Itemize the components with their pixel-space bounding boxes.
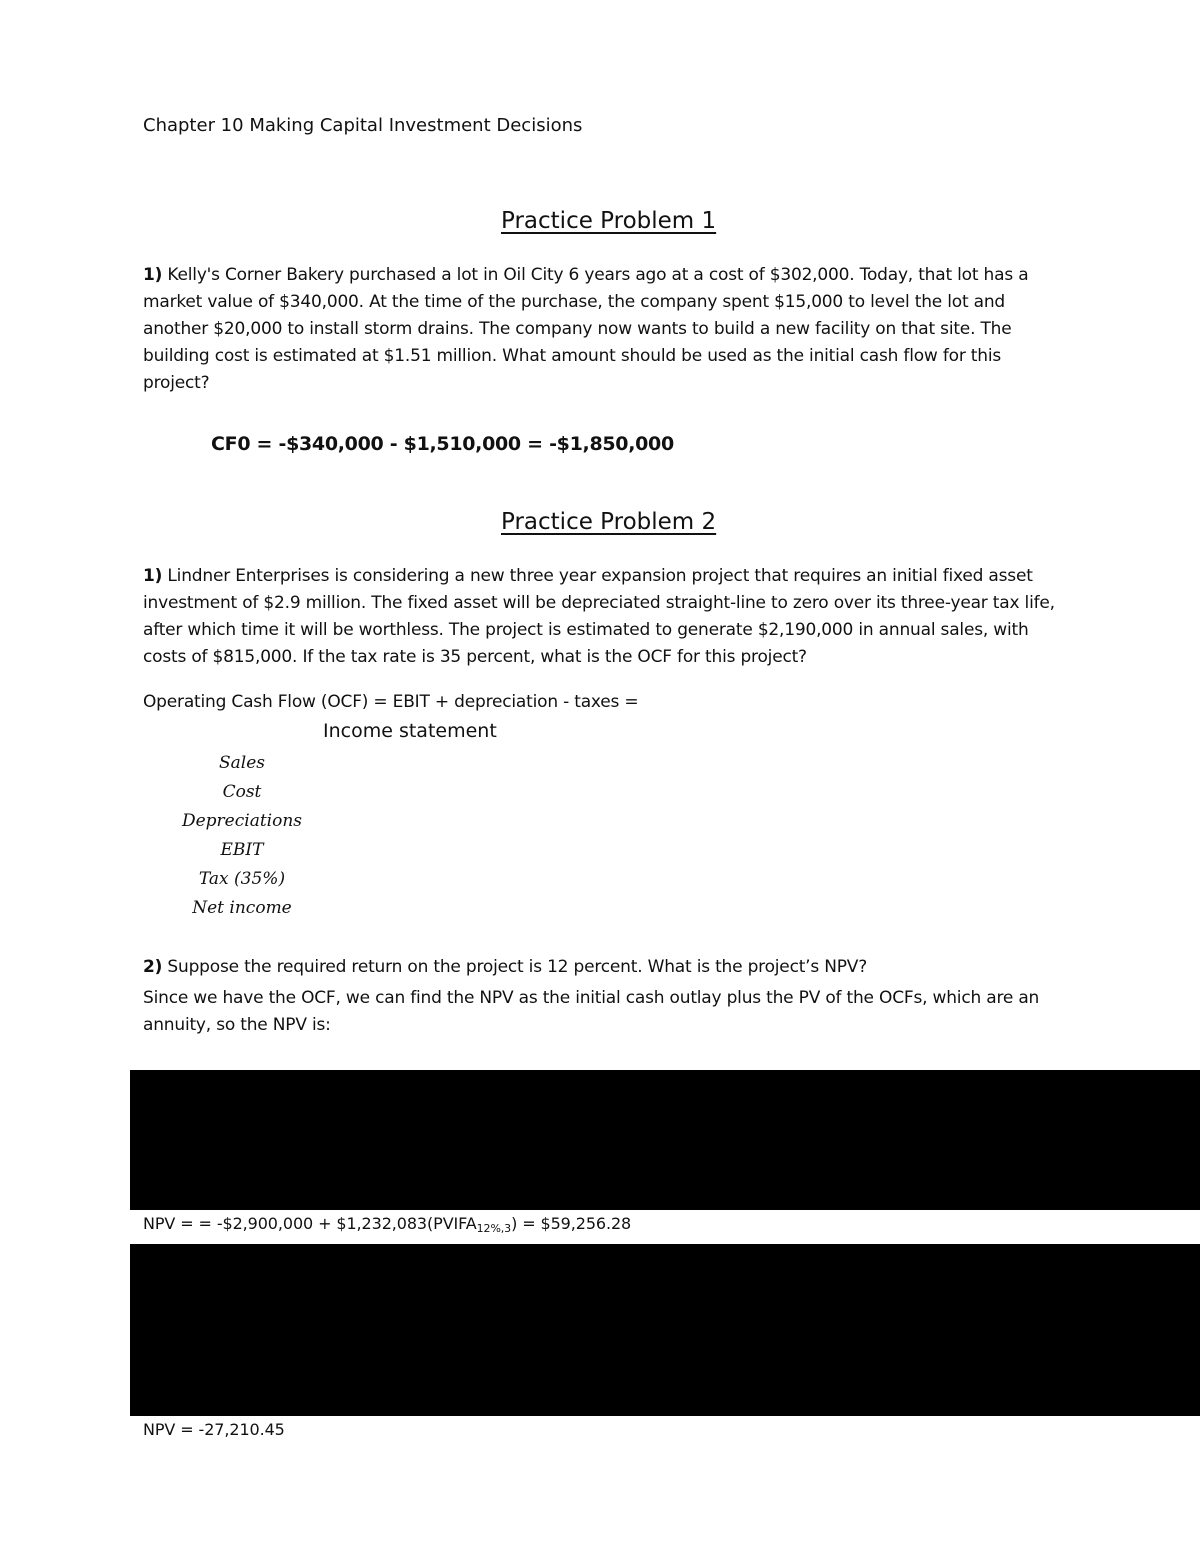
income-statement-list: [160, 749, 324, 923]
income-item-tax: Tax (35%): [198, 869, 286, 889]
problem1-number: 1): [143, 265, 163, 285]
npv-result-1: [143, 1212, 631, 1241]
redacted-block-1: [130, 1070, 1200, 1210]
question2-number: 2): [143, 957, 163, 977]
problem2-number: 1): [143, 566, 163, 586]
problem2-text: Lindner Enterprises is considering a new three year expansion project that requires an initial fixed asset investment of $2.9 million. The fixed asset will be depreciated straight-line to zero over its three-year tax life, after which time it will be worthless. The project is estimated to generate $2,190,000 in annual sales, with costs of $815,000. If the tax rate is 35 percent, what is the OCF for this project?: [143, 566, 1055, 667]
income-item-sales: Sales: [218, 753, 265, 773]
problem1-question: [143, 262, 1043, 397]
income-statement-title: Income statement: [323, 720, 497, 742]
problem2-title: Practice Problem 2: [501, 509, 717, 535]
ocf-formula: Operating Cash Flow (OCF) = EBIT + depreciation - taxes =: [143, 692, 639, 712]
npv1-suffix: ) = $59,256.28: [511, 1214, 632, 1233]
npv1-prefix: NPV = = -$2,900,000 + $1,232,083(PVIFA: [143, 1214, 477, 1233]
problem2-question: [143, 563, 1073, 671]
chapter-title: Chapter 10 Making Capital Investment Decisions: [143, 115, 583, 136]
question2-line: [143, 954, 1093, 981]
question2-text: Suppose the required return on the project is 12 percent. What is the project’s NPV?: [162, 957, 868, 977]
income-item-depreciations: Depreciations: [181, 811, 303, 831]
problem1-title: Practice Problem 1: [501, 208, 717, 234]
problem1-text: Kelly's Corner Bakery purchased a lot in Oil City 6 years ago at a cost of $302,000. Today, that lot has a market value of $340,000. At the time of the purchase, the company spent $15,000 to level the lot and another $20,000 to install storm drains. The company now wants to build a new facility on that site. The building cost is estimated at $1.51 million. What amount should be used as the initial cash flow for this project?: [143, 265, 1029, 393]
question2: [143, 954, 1093, 1039]
question2-explanation: Since we have the OCF, we can find the NPV as the initial cash outlay plus the PV of the OCFs, which are an annuity, so the NPV is:: [143, 988, 1040, 1035]
redacted-block-2: [130, 1244, 1200, 1416]
income-item-cost: Cost: [222, 782, 262, 802]
npv1-subscript: 12%,3: [476, 1222, 512, 1235]
npv-result-2: NPV = -27,210.45: [143, 1420, 285, 1439]
income-item-net-income: Net income: [192, 898, 292, 918]
problem1-answer: CF0 = -$340,000 - $1,510,000 = -$1,850,000: [211, 433, 674, 455]
income-item-ebit: EBIT: [220, 840, 264, 860]
